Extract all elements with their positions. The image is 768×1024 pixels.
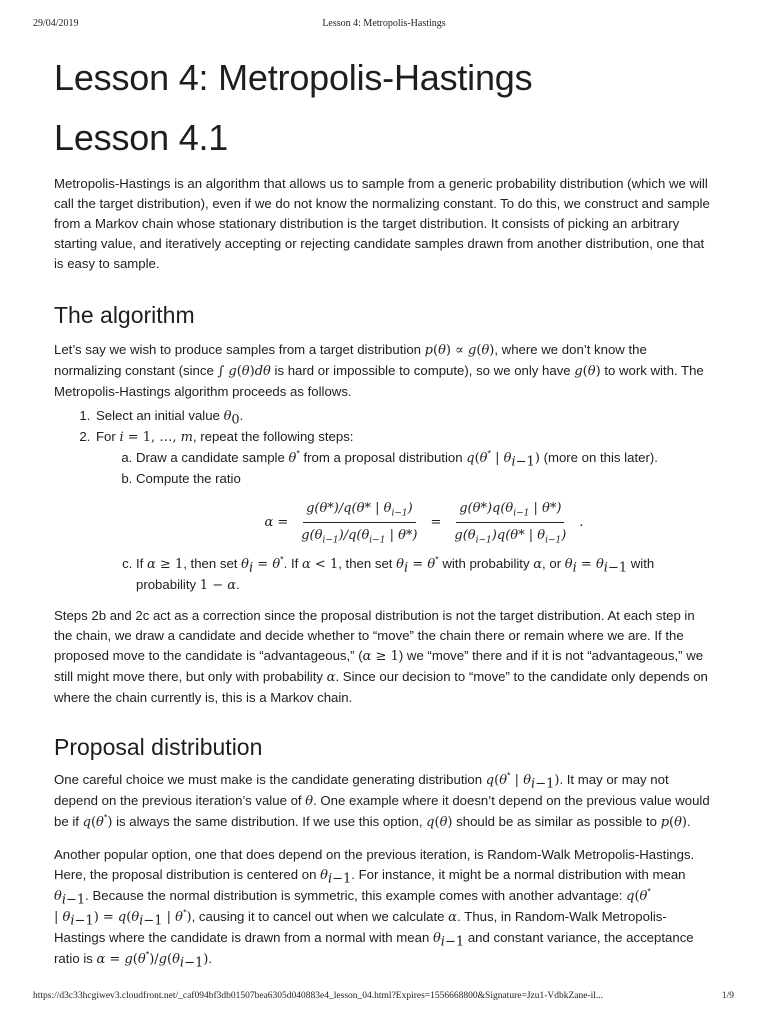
algorithm-heading: The algorithm <box>54 302 195 328</box>
lesson-heading: Lesson 4.1 <box>54 117 229 158</box>
page-number: 1/9 <box>721 991 734 1001</box>
print-date: 29/04/2019 <box>33 18 79 29</box>
print-title: Lesson 4: Metropolis-Hastings <box>322 18 446 29</box>
algorithm-steps <box>54 406 716 596</box>
document-body <box>54 56 716 970</box>
step-2: 2. For i = 1, …, m, repeat the following steps: a. Draw a candidate sample θ* from a proposal distribution q(θ* | $\theta_{i-1}$) (more on this later). b. Compute the ratio α = $\frac{g(\theta*)/q(\theta* | \theta_{i-1})}{g(\theta_{i-1})/q(\theta_{i-1} | \theta*)}$ = $\frac{g(\theta*)q(\theta_{i-1} | \theta*)}{g(\theta_{i-1})q(\theta* | \theta_{i-1})}$ . c. If α ≥ 1, then set $\theta_i = \theta^*$. If α < 1, then set $\theta_i = \theta^*$ with probability α, or $\theta_i = \theta_{i-1}$ with probability 1 − α. <box>94 427 716 596</box>
algorithm-intro: Let’s say we wish to produce samples from a target distribution p(θ) ∝ g(θ), where we don’t know the normalizing constant (since ∫ g(θ)dθ is hard or impossible to compute), so we only have g(θ) to work with. The Metropolis-Hastings algorithm proceeds as follows. <box>54 342 704 399</box>
page-title: Lesson 4: Metropolis-Hastings <box>54 57 533 98</box>
step-2c: c. If α ≥ 1, then set $\theta_i = \theta^*$. If α < 1, then set $\theta_i = \theta^*$ with probability α, or $\theta_i = \theta_{i-1}$ with probability 1 − α. <box>136 554 716 596</box>
print-url: https://d3c33hcgiwev3.cloudfront.net/_caf094bf3db01507bea6305d040883e4_lesson_04.html?Expires=1556668800&Signature=Jzu1-VdbkZane-il... <box>33 991 604 1001</box>
step-1: 1. Select an initial value $\theta_0$. <box>94 406 716 427</box>
proposal-paragraph-1: One careful choice we must make is the candidate generating distribution q(θ* | $\theta_{i-1}$). It may or may not depend on the previous iteration’s value of θ. One example where it doesn’t depend on the previous value would be if q(θ*) is always the same distribution. If we use this option, q(θ) should be as similar as possible to p(θ). <box>54 770 710 830</box>
intro-paragraph: Metropolis-Hastings is an algorithm that allows us to sample from a generic probability distribution (which we will call the target distribution), even if we do not know the normalizing constant. To do this, we construct and sample from a Markov chain whose stationary distribution is the target distribution. It consists of picking an arbitrary starting value, and iteratively accepting or rejecting candidate samples drawn from another distribution, one that is easy to sample. <box>54 176 710 271</box>
substeps <box>96 448 716 596</box>
acceptance-ratio-formula: α = $\frac{g(\theta*)/q(\theta* | \theta_{i-1})}{g(\theta_{i-1})/q(\theta_{i-1} | \theta*)}$ = $\frac{g(\theta*)q(\theta_{i-1} | \theta*)}{g(\theta_{i-1})q(\theta* | \theta_{i-1})}$ . <box>264 501 584 546</box>
proposal-heading: Proposal distribution <box>54 734 263 760</box>
correction-paragraph: Steps 2b and 2c act as a correction since the proposal distribution is not the target distribution. At each step in the chain, we draw a candidate and decide whether to “move” the chain there or remain where we are. If the proposed move to the candidate is “advantageous,” (α ≥ 1) we “move” there and if it is not “advantageous,” we still might move there, but only with probability α. Since our decision to “move” to the candidate only depends on where the chain currently is, this is a Markov chain. <box>54 608 708 705</box>
proposal-paragraph-2: Another popular option, one that does depend on the previous iteration, is Random-Walk Metropolis-Hastings. Here, the proposal distribution is centered on $\theta_{i-1}$. For instance, it might be a normal distribution with mean $\theta_{i-1}$. Because the normal distribution is symmetric, this example comes with another advantage: q(θ* | $\theta_{i-1}) = q(\theta_{i-1}$ | θ*), causing it to cancel out when we calculate α. Thus, in Random-Walk Metropolis-Hastings where the candidate is drawn from a normal with mean $\theta_{i-1}$ and constant variance, the acceptance ratio is $\alpha = g(\theta^*)/g(\theta_{i-1})$. <box>54 847 695 971</box>
step-2a: a. Draw a candidate sample θ* from a proposal distribution q(θ* | $\theta_{i-1}$) (more on this later). <box>136 448 716 469</box>
step-2b: b. Compute the ratio α = $\frac{g(\theta*)/q(\theta* | \theta_{i-1})}{g(\theta_{i-1})/q(\theta_{i-1} | \theta*)}$ = $\frac{g(\theta*)q(\theta_{i-1} | \theta*)}{g(\theta_{i-1})q(\theta* | \theta_{i-1})}$ . <box>136 469 716 546</box>
